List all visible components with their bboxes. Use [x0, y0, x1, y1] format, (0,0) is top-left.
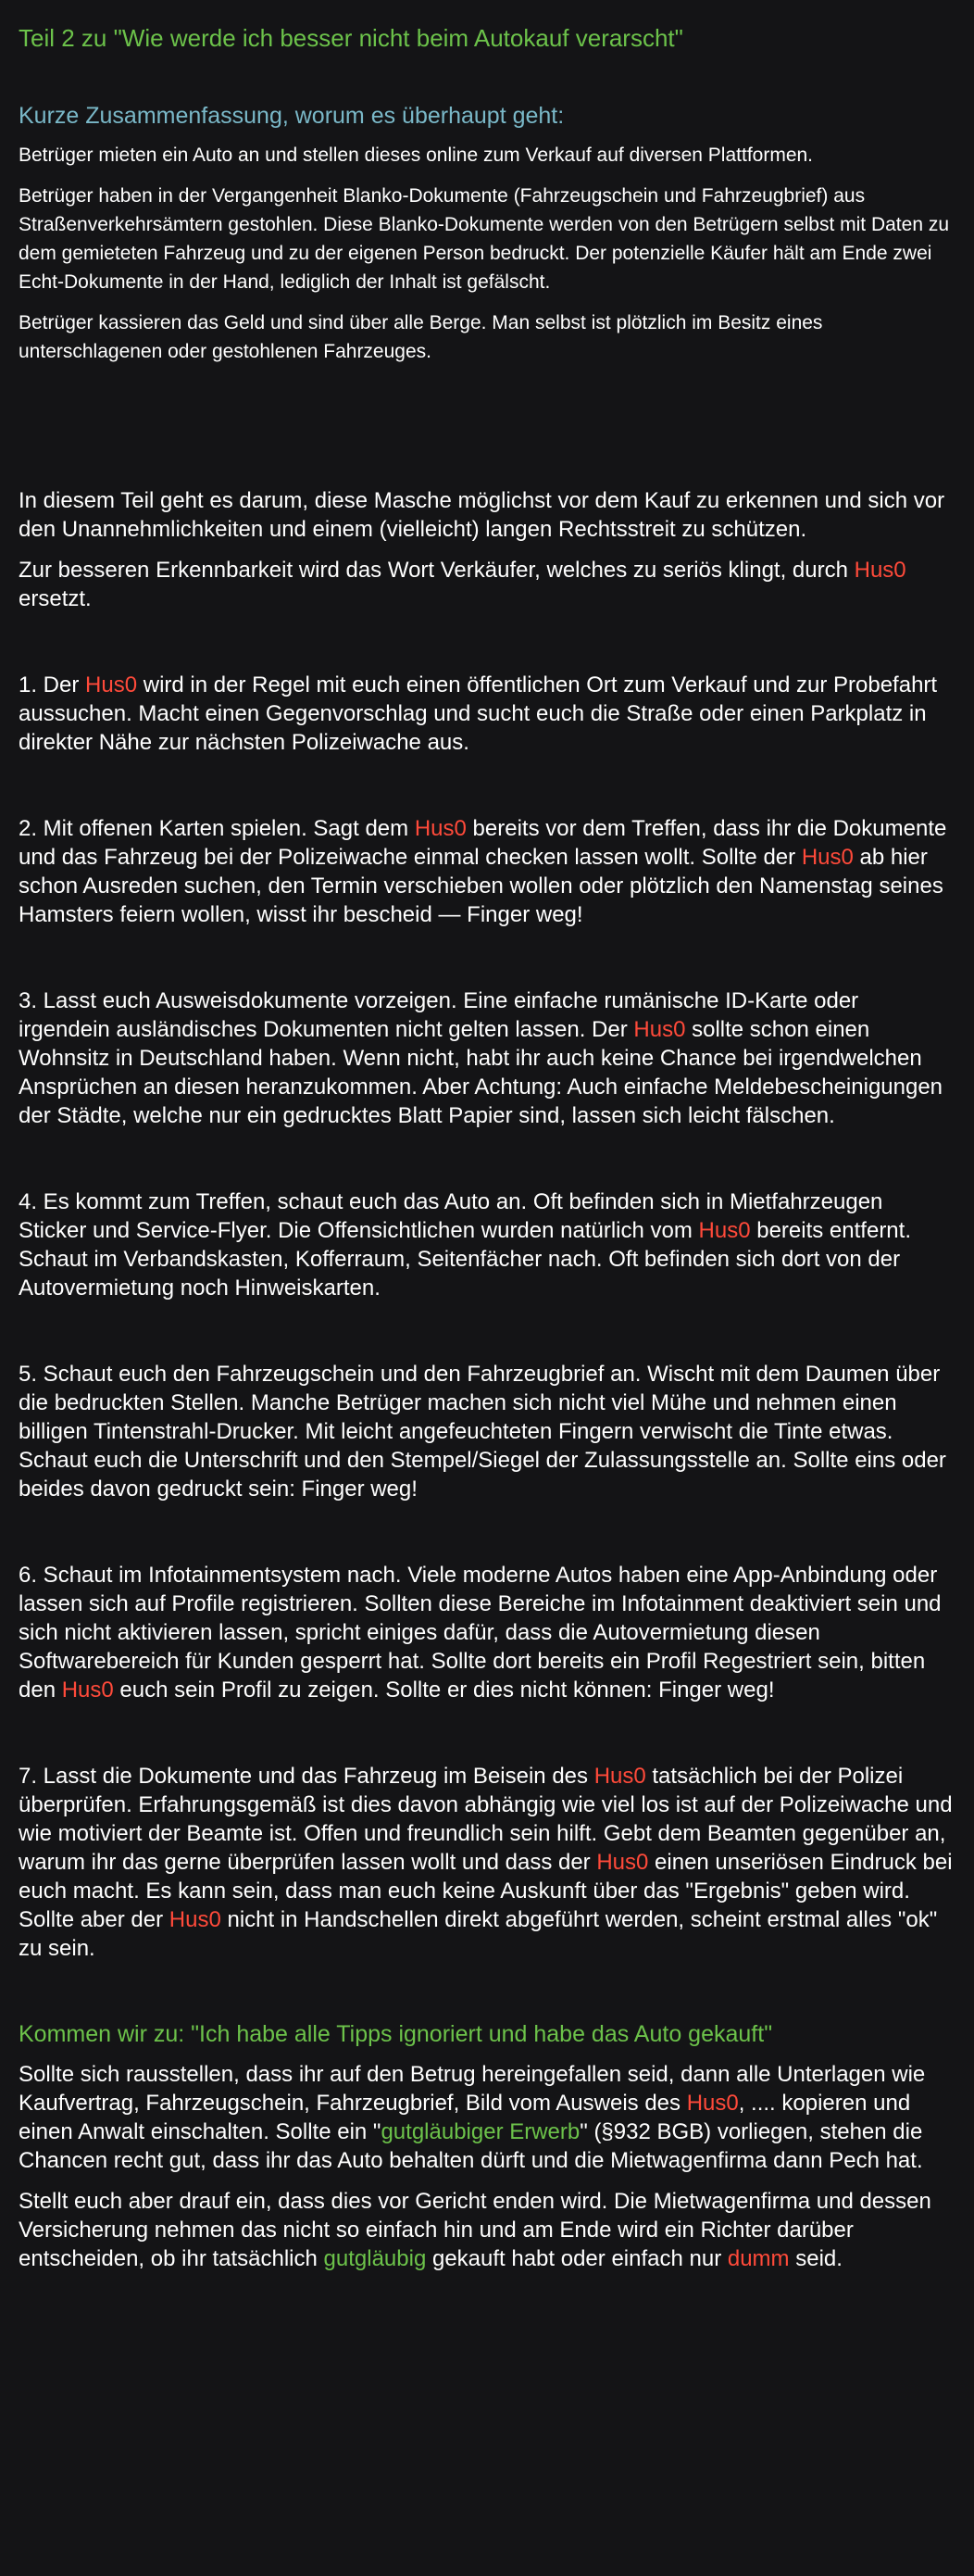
tip-1: 1. Der Hus0 wird in der Regel mit euch einen öffentlichen Ort zum Verkauf und zur Probefahrt aussuchen. Macht einen Gegenvorschlag und sucht euch die Straße oder einen Parkplatz in direkter Nähe zur nächsten Polizeiwache aus.	[19, 672, 938, 755]
hus0-term: Hus0	[633, 1017, 686, 1042]
hus0-term: Hus0	[169, 1907, 221, 1932]
ignored-paragraph-2: Stellt euch aber drauf ein, dass dies vor Gericht enden wird. Die Mietwagenfirma und dessen Versicherung nehmen das nicht so einfach hin und am Ende wird ein Richter darüber entscheiden, ob ihr tatsächlich gutgläubig gekauft habt oder einfach nur dumm seid.	[19, 2189, 931, 2271]
hus0-term: Hus0	[854, 558, 906, 583]
hus0-term: Hus0	[61, 1678, 114, 1703]
intro-paragraph-2: Zur besseren Erkennbarkeit wird das Wort Verkäufer, welches zu seriös klingt, durch Hus0 ersetzt.	[19, 558, 906, 611]
summary-paragraph-3: Betrüger kassieren das Geld und sind über alle Berge. Man selbst ist plötzlich im Besitz eines unterschlagenen oder gestohlenen Fahrzeuges.	[19, 312, 823, 362]
hus0-term: Hus0	[686, 2091, 739, 2116]
ignored-paragraph-1: Sollte sich rausstellen, dass ihr auf den Betrug hereingefallen seid, dann alle Unterlagen wie Kaufvertrag, Fahrzeugschein, Fahrzeugbrief, Bild vom Ausweis des Hus0, .... kopieren und einen Anwalt einschalten. Sollte ein "gutgläubiger Erwerb" (§932 BGB) vorliegen, stehen die Chancen recht gut, dass ihr das Auto behalten dürft und die Mietwagenfirma dann Pech hat.	[19, 2062, 926, 2173]
hus0-term: Hus0	[698, 1218, 751, 1243]
summary-paragraph-1: Betrüger mieten ein Auto an und stellen dieses online zum Verkauf auf diversen Plattformen.	[19, 145, 814, 166]
hus0-term: Hus0	[801, 845, 854, 870]
highlight-red: dumm	[727, 2246, 790, 2271]
summary-paragraph-2: Betrüger haben in der Vergangenheit Blanko-Dokumente (Fahrzeugschein und Fahrzeugbrief) aus Straßenverkehrsämtern gestohlen. Diese Blanko-Dokumente werden von den Betrügern selbst mit Daten zu dem gemieteten Fahrzeug und zu der eigenen Person bedruckt. Der potenzielle Käufer hält am Ende zwei Echt-Dokumente in der Hand, lediglich der Inhalt ist gefälscht.	[19, 185, 950, 293]
ignored-heading: Kommen wir zu: "Ich habe alle Tipps ignoriert und habe das Auto gekauft"	[19, 2021, 773, 2047]
summary-heading: Kurze Zusammenfassung, worum es überhaupt geht:	[19, 103, 565, 129]
legal-term-green: gutgläubiger Erwerb	[381, 2119, 581, 2144]
article-title: Teil 2 zu "Wie werde ich besser nicht beim Autokauf verarscht"	[19, 24, 683, 52]
tip-6: 6. Schaut im Infotainmentsystem nach. Viele moderne Autos haben eine App-Anbindung oder lassen sich auf Profile registrieren. Sollten diese Bereiche im Infotainment deaktiviert sein und sich nicht aktivieren lassen, spricht einiges dafür, dass die Autovermietung diesen Softwarebereich für Kunden gesperrt hat. Sollte dort bereits ein Profil Regestriert sein, bitten den Hus0 euch sein Profil zu zeigen. Sollte er dies nicht können: Finger weg!	[19, 1563, 942, 1703]
tip-7: 7. Lasst die Dokumente und das Fahrzeug im Beisein des Hus0 tatsächlich bei der Polizei überprüfen. Erfahrungsgemäß ist dies davon abhängig wie viel los ist auf der Polizeiwache und wie motiviert der Beamte ist. Offen und freundlich sein hilft. Gebt dem Beamten gegenüber an, warum ihr das gerne überprüfen lassen wollt und dass der Hus0 einen unseriösen Eindruck bei euch macht. Es kann sein, dass man euch keine Auskunft über das "Ergebnis" geben wird. Sollte aber der Hus0 nicht in Handschellen direkt abgeführt werden, scheint erstmal alles "ok" zu sein.	[19, 1764, 953, 1961]
hus0-term: Hus0	[593, 1764, 646, 1789]
tip-5: 5. Schaut euch den Fahrzeugschein und den Fahrzeugbrief an. Wischt mit dem Daumen über die bedruckten Stellen. Manche Betrüger machen sich nicht viel Mühe und nehmen einen billigen Tintenstrahl-Drucker. Mit leicht angefeuchteten Fingern verwischt die Tinte etwas. Schaut euch die Unterschrift und den Stempel/Siegel der Zulassungsstelle an. Sollte eins oder beides davon gedruckt sein: Finger weg!	[19, 1362, 946, 1502]
legal-term-green: gutgläubig	[323, 2246, 427, 2271]
hus0-term: Hus0	[596, 1850, 649, 1875]
hus0-term: Hus0	[85, 672, 138, 697]
tip-3: 3. Lasst euch Ausweisdokumente vorzeigen. Eine einfache rumänische ID-Karte oder irgendein ausländisches Dokumenten nicht gelten lassen. Der Hus0 sollte schon einen Wohnsitz in Deutschland haben. Wenn nicht, habt ihr auch keine Chance bei irgendwelchen Ansprüchen an diesen heranzukommen. Aber Achtung: Auch einfache Meldebescheinigungen der Städte, welche nur ein gedrucktes Blatt Papier sind, lassen sich leicht fälschen.	[19, 988, 943, 1128]
tip-4: 4. Es kommt zum Treffen, schaut euch das Auto an. Oft befinden sich in Mietfahrzeugen Sticker und Service-Flyer. Die Offensichtlichen wurden natürlich vom Hus0 bereits entfernt. Schaut im Verbandskasten, Kofferraum, Seitenfächer nach. Oft befinden sich dort von der Autovermietung noch Hinweiskarten.	[19, 1189, 911, 1301]
tip-2: 2. Mit offenen Karten spielen. Sagt dem Hus0 bereits vor dem Treffen, dass ihr die Dokumente und das Fahrzeug bei der Polizeiwache einmal checken lassen wollt. Sollte der Hus0 ab hier schon Ausreden suchen, den Termin verschieben wollen oder plötzlich den Namenstag seines Hamsters feiern wollen, wisst ihr bescheid — Finger weg!	[19, 816, 947, 927]
intro-paragraph-1: In diesem Teil geht es darum, diese Masche möglichst vor dem Kauf zu erkennen und sich vor den Unannehmlichkeiten und einem (vielleicht) langen Rechtsstreit zu schützen.	[19, 488, 945, 542]
hus0-term: Hus0	[414, 816, 467, 841]
